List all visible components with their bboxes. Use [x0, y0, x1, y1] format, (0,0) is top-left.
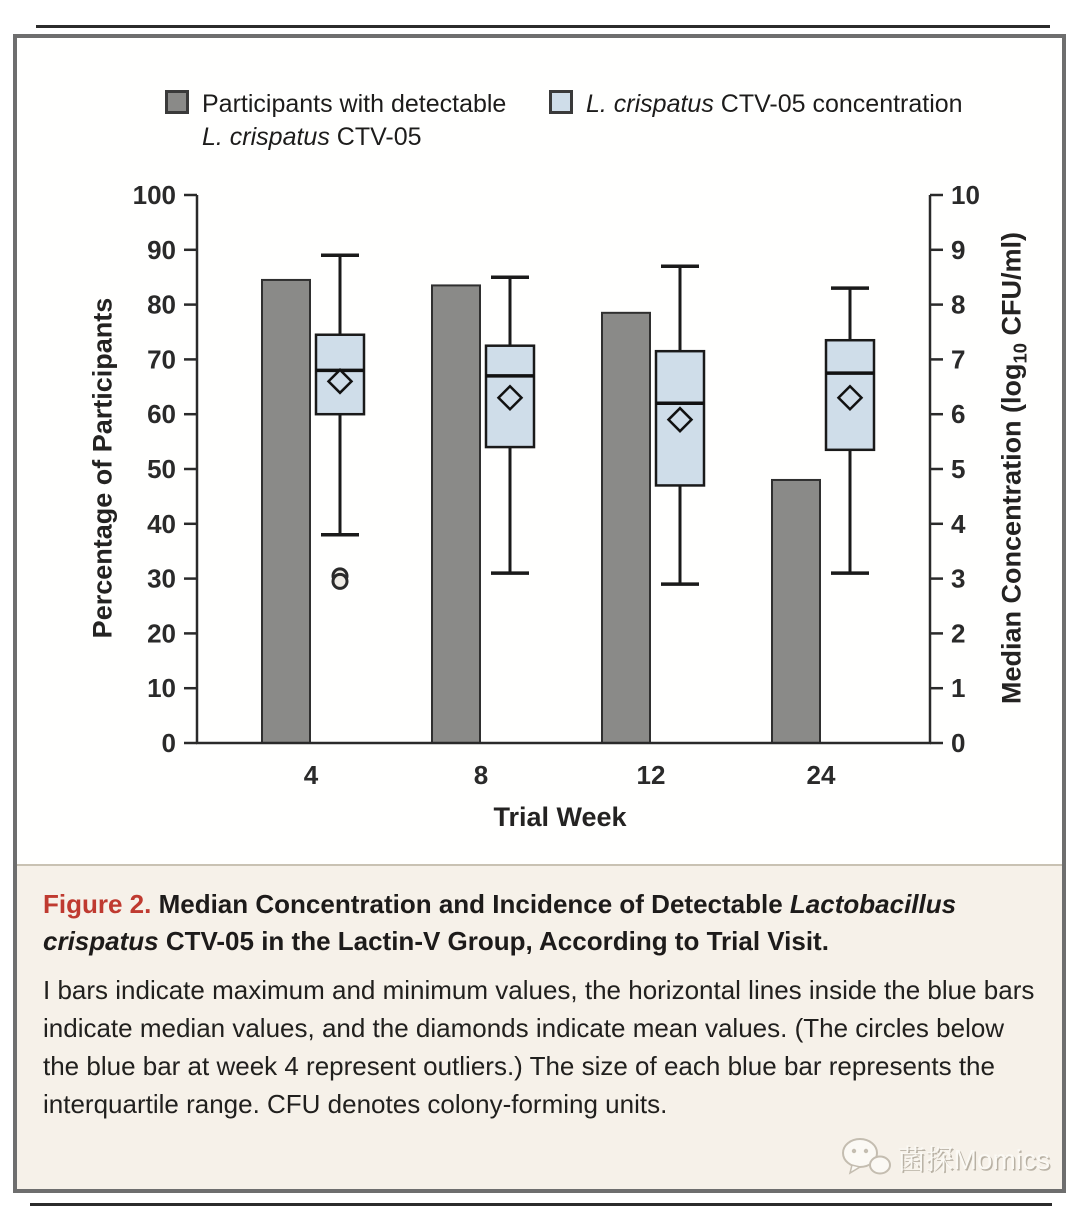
caption-title-italic: Lactobacillus crispatus	[43, 889, 957, 956]
legend-line1: Participants with detectable	[202, 90, 507, 118]
figure-number-label: Figure 2.	[43, 889, 152, 919]
bar-week-24	[772, 480, 820, 743]
right-axis-title-sub: 10	[1009, 343, 1031, 364]
outlier-point	[333, 574, 347, 588]
watermark-text: 菌探Momics	[897, 1144, 1050, 1175]
right-tick-label: 8	[951, 289, 966, 320]
caption-title-text: Median Concentration and Incidence of Detectable	[151, 889, 790, 919]
figure-frame	[13, 34, 1066, 1193]
caption-title	[43, 886, 1036, 960]
right-tick-label: 7	[951, 344, 966, 375]
left-tick-label: 90	[147, 234, 176, 265]
left-tick-label: 20	[147, 618, 176, 649]
legend-line2-rest: CTV-05	[329, 123, 422, 151]
caption-body: I bars indicate maximum and minimum values, the horizontal lines inside the blue bars indicate median values, and the diamonds indicate mean values. (The circles below the blue bar at week 4 represent outliers.) The size of each blue bar represents the interquartile range. CFU denotes colony-forming units.	[43, 975, 1035, 1119]
right-tick-label: 1	[951, 673, 966, 704]
bar-week-12	[602, 313, 650, 743]
left-tick-label: 100	[132, 180, 176, 210]
right-tick-label: 5	[951, 454, 966, 484]
right-tick-label: 6	[951, 399, 966, 430]
wechat-icon	[840, 1137, 892, 1179]
bar-week-4	[262, 280, 310, 743]
right-axis-title-prefix: Median Concentration (log	[996, 363, 1027, 704]
left-tick-label: 10	[147, 673, 176, 704]
right-axis-title-suffix: CFU/ml)	[996, 232, 1027, 344]
left-tick-label: 70	[147, 344, 176, 375]
legend-species-italic: L. crispatus	[202, 123, 330, 151]
right-tick-label: 10	[951, 180, 980, 210]
right-tick-label: 2	[951, 618, 966, 649]
bottom-rule	[30, 1203, 1052, 1206]
left-axis-title: Percentage of Participants	[87, 297, 118, 639]
x-category-label: 12	[636, 760, 666, 790]
watermark	[840, 1137, 1050, 1179]
bar-week-8	[432, 285, 480, 743]
left-tick-label: 40	[147, 508, 176, 539]
chart-area	[17, 38, 1062, 864]
left-tick-label: 0	[161, 728, 176, 758]
right-axis-title	[996, 232, 1031, 704]
x-category-label: 4	[303, 760, 319, 790]
legend-label-rest: CTV-05 concentration	[713, 90, 963, 118]
top-rule	[36, 25, 1050, 28]
legend-species-italic-2: L. crispatus	[586, 90, 714, 118]
left-tick-label: 30	[147, 563, 176, 594]
right-tick-label: 3	[951, 563, 966, 594]
right-tick-label: 4	[951, 508, 966, 539]
x-category-label: 8	[473, 760, 489, 790]
right-tick-label: 0	[951, 728, 966, 758]
left-tick-label: 60	[147, 399, 176, 430]
x-category-label: 24	[806, 760, 836, 790]
right-tick-label: 9	[951, 234, 966, 265]
caption-area	[17, 864, 1062, 1189]
left-tick-label: 50	[147, 454, 176, 484]
bar-box-chart	[17, 38, 1062, 864]
caption-title-end: CTV-05 in the Lactin-V Group, According to Trial Visit.	[158, 926, 829, 956]
x-axis-title: Trial Week	[493, 802, 627, 832]
left-tick-label: 80	[147, 289, 176, 320]
